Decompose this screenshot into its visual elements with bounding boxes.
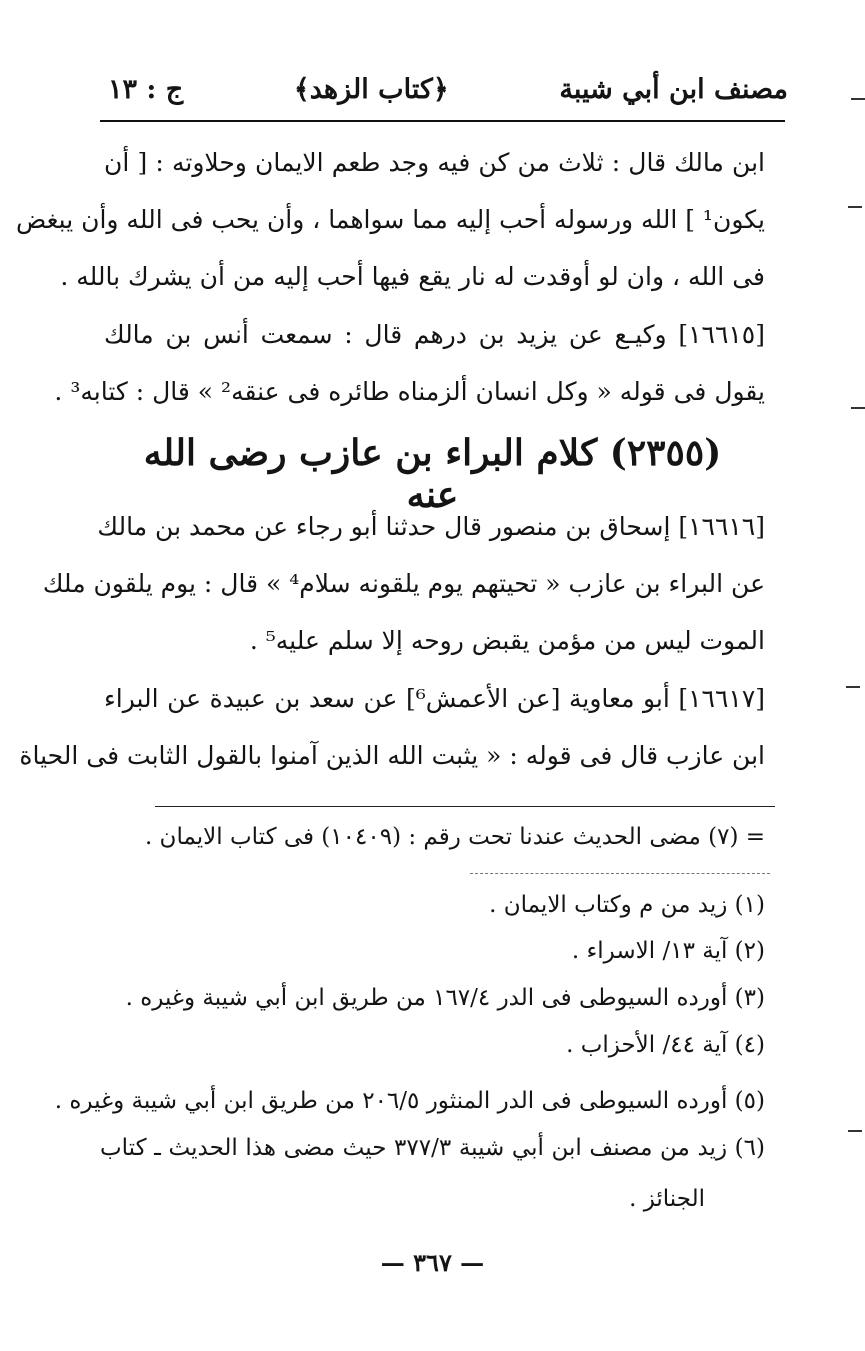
continued-footnote: = (٧) مضى الحديث عندنا تحت رقم : (١٠٤٠٩) فى كتاب الايمان . <box>144 824 765 850</box>
text-line: عن البراء بن عازب « تحيتهم يوم يلقونه سلام⁴ » قال : يوم يلقون ملك <box>42 569 765 598</box>
margin-mark <box>851 407 865 409</box>
footnote: (٦) زيد من مصنف ابن أبي شيبة ٣٧٧/٣ حيث مضى هذا الحديث ـ كتاب <box>100 1135 765 1161</box>
margin-mark <box>848 1130 862 1132</box>
text-line: ابن عازب قال فى قوله : « يثبت الله الذين آمنوا بالقول الثابت فى الحياة <box>19 741 765 770</box>
text-line: [١٦٦١٥] وكيـع عن يزيد بن درهم قال : سمعت أنس بن مالك <box>104 320 765 349</box>
section-title: ﴿كتاب الزهد﴾ <box>293 73 449 105</box>
text-line: [١٦٦١٧] أبو معاوية [عن الأعمش⁶] عن سعد بن عبيدة عن البراء <box>104 684 766 713</box>
text-line: ابن مالك قال : ثلاث من كن فيه وجد طعم الايمان وحلاوته : [ أن <box>104 148 765 177</box>
text-line: الموت ليس من مؤمن يقبض روحه إلا سلم عليه⁵ . <box>249 626 765 655</box>
footnote-divider <box>470 873 770 874</box>
footnote-separator <box>155 806 775 807</box>
footnote: (٣) أورده السيوطى فى الدر ١٦٧/٤ من طريق ابن أبي شيبة وغيره . <box>125 985 765 1011</box>
footnote: (٢) آية ١٣/ الاسراء . <box>571 938 765 964</box>
footnote: (١) زيد من م وكتاب الايمان . <box>489 892 765 918</box>
section-heading: (٢٣٥٥) كلام البراء بن عازب رضى الله عنه <box>143 432 722 516</box>
margin-mark <box>851 98 865 100</box>
footnote: (٤) آية ٤٤/ الأحزاب . <box>566 1032 765 1058</box>
running-header <box>108 64 788 114</box>
page-number: — ٣٦٧ — <box>380 1248 485 1277</box>
volume-number: ج : ١٣ <box>108 73 184 105</box>
margin-mark <box>848 206 862 208</box>
footnote: (٥) أورده السيوطى فى الدر المنثور ٢٠٦/٥ من طريق ابن أبي شيبة وغيره . <box>54 1088 765 1114</box>
margin-mark <box>846 686 860 688</box>
text-line: [١٦٦١٦] إسحاق بن منصور قال حدثنا أبو رجاء عن محمد بن مالك <box>97 512 765 541</box>
text-line: فى الله ، وان لو أوقدت له نار يقع فيها أحب إليه من أن يشرك بالله . <box>60 262 765 291</box>
text-line: يكون¹ ] الله ورسوله أحب إليه مما سواهما ، وأن يحب فى الله وأن يبغض <box>15 205 765 234</box>
footnote-continuation: الجنائز . <box>629 1186 705 1212</box>
header-rule <box>100 120 785 122</box>
book-title: مصنف ابن أبي شيبة <box>559 73 788 105</box>
text-line: يقول فى قوله « وكل انسان ألزمناه طائره فى عنقه² » قال : كتابه³ . <box>54 377 765 406</box>
